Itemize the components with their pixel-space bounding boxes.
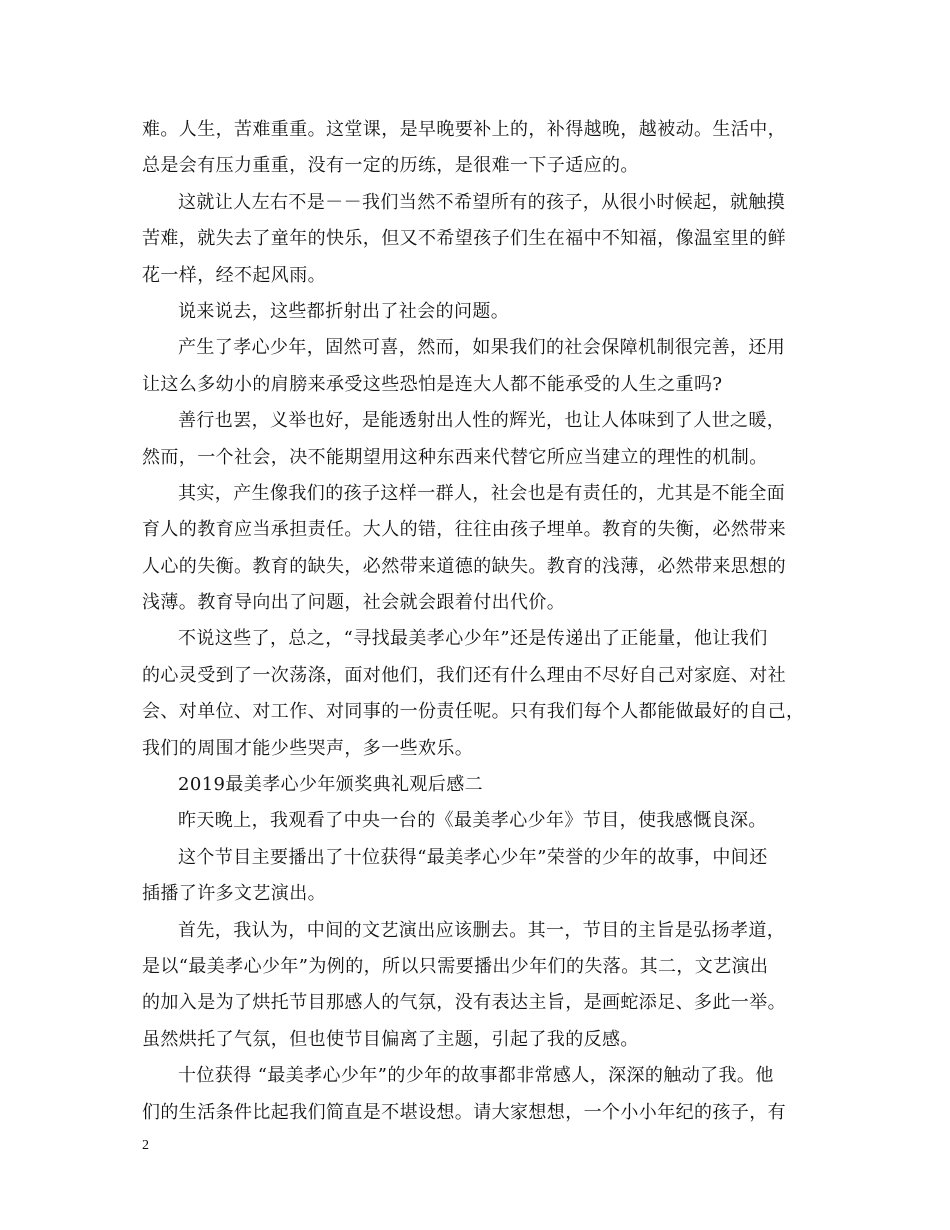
text-line: 虽然烘托了气氛，但也使节目偏离了主题，引起了我的反感。 [142,1028,639,1050]
paragraph-start-line: 首先，我认为，中间的文艺演出应该删去。其一，节目的主旨是弘扬孝道， [178,919,786,941]
paragraph-start-line: 善行也罢，义举也好，是能透射出人性的辉光，也让人体味到了人世之暖， [178,410,786,432]
text-line: 是以“最美孝心少年”为例的，所以只需要播出少年们的失落。其二，文艺演出 [142,955,769,977]
text-line: 我们的周围才能少些哭声，多一些欢乐。 [142,737,474,759]
text-line: 难。人生，苦难重重。这堂课，是早晚要补上的，补得越晚，越被动。生活中， [142,119,786,140]
paragraph-start-line: 十位获得 “最美孝心少年”的少年的故事都非常感人，深深的触动了我。他 [178,1065,774,1087]
paragraph-start-line: 产生了孝心少年，固然可喜，然而，如果我们的社会保障机制很完善，还用 [178,337,786,359]
text-line: 会、对单位、对工作、对同事的一份责任呢。只有我们每个人都能做最好的自己， [142,701,805,723]
text-line: 浅薄。教育导向出了问题，社会就会跟着付出代价。 [142,592,566,614]
paragraph-start-line: 说来说去，这些都折射出了社会的问题。 [178,300,510,322]
paragraph-start-line: 这就让人左右不是－－我们当然不希望所有的孩子，从很小时候起，就触摸 [178,191,786,213]
section-heading: 2019最美孝心少年颁奖典礼观后感二 [178,774,484,796]
text-line: 插播了许多文艺演出。 [142,883,326,905]
paragraph-start-line: 这个节目主要播出了十位获得“最美孝心少年”荣誉的少年的故事，中间还 [178,846,768,868]
document-body [142,112,814,1131]
text-line: 总是会有压力重重，没有一定的历练，是很难一下子适应的。 [142,155,639,177]
text-line: 苦难，就失去了童年的快乐，但又不希望孩子们生在福中不知福，像温室里的鲜 [142,228,786,250]
text-line: 的心灵受到了一次荡涤，面对他们，我们还有什么理由不尽好自己对家庭、对社 [142,664,786,686]
text-line: 然而，一个社会，决不能期望用这种东西来代替它所应当建立的理性的机制。 [142,446,768,468]
page-number: 2 [142,1138,149,1153]
text-line: 育人的教育应当承担责任。大人的错，往往由孩子埋单。教育的失衡，必然带来 [142,519,786,541]
text-line: 们的生活条件比起我们简直是不堪设想。请大家想想，一个小小年纪的孩子，有 [142,1101,786,1123]
paragraph-start-line: 不说这些了，总之，“寻找最美孝心少年”还是传递出了正能量，他让我们 [178,628,768,650]
paragraph-start-line: 其实，产生像我们的孩子这样一群人，社会也是有责任的，尤其是不能全面 [178,482,786,504]
text-line: 花一样，经不起风雨。 [142,264,326,286]
text-line: 让这么多幼小的肩膀来承受这些恐怕是连大人都不能承受的人生之重吗? [142,373,723,395]
text-line: 的加入是为了烘托节目那感人的气氛，没有表达主旨，是画蛇添足、多此一举。 [142,992,786,1014]
text-line: 人心的失衡。教育的缺失，必然带来道德的缺失。教育的浅薄，必然带来思想的 [142,555,786,577]
paragraph-start-line: 昨天晚上，我观看了中央一台的《最美孝心少年》节目，使我感慨良深。 [178,810,767,832]
